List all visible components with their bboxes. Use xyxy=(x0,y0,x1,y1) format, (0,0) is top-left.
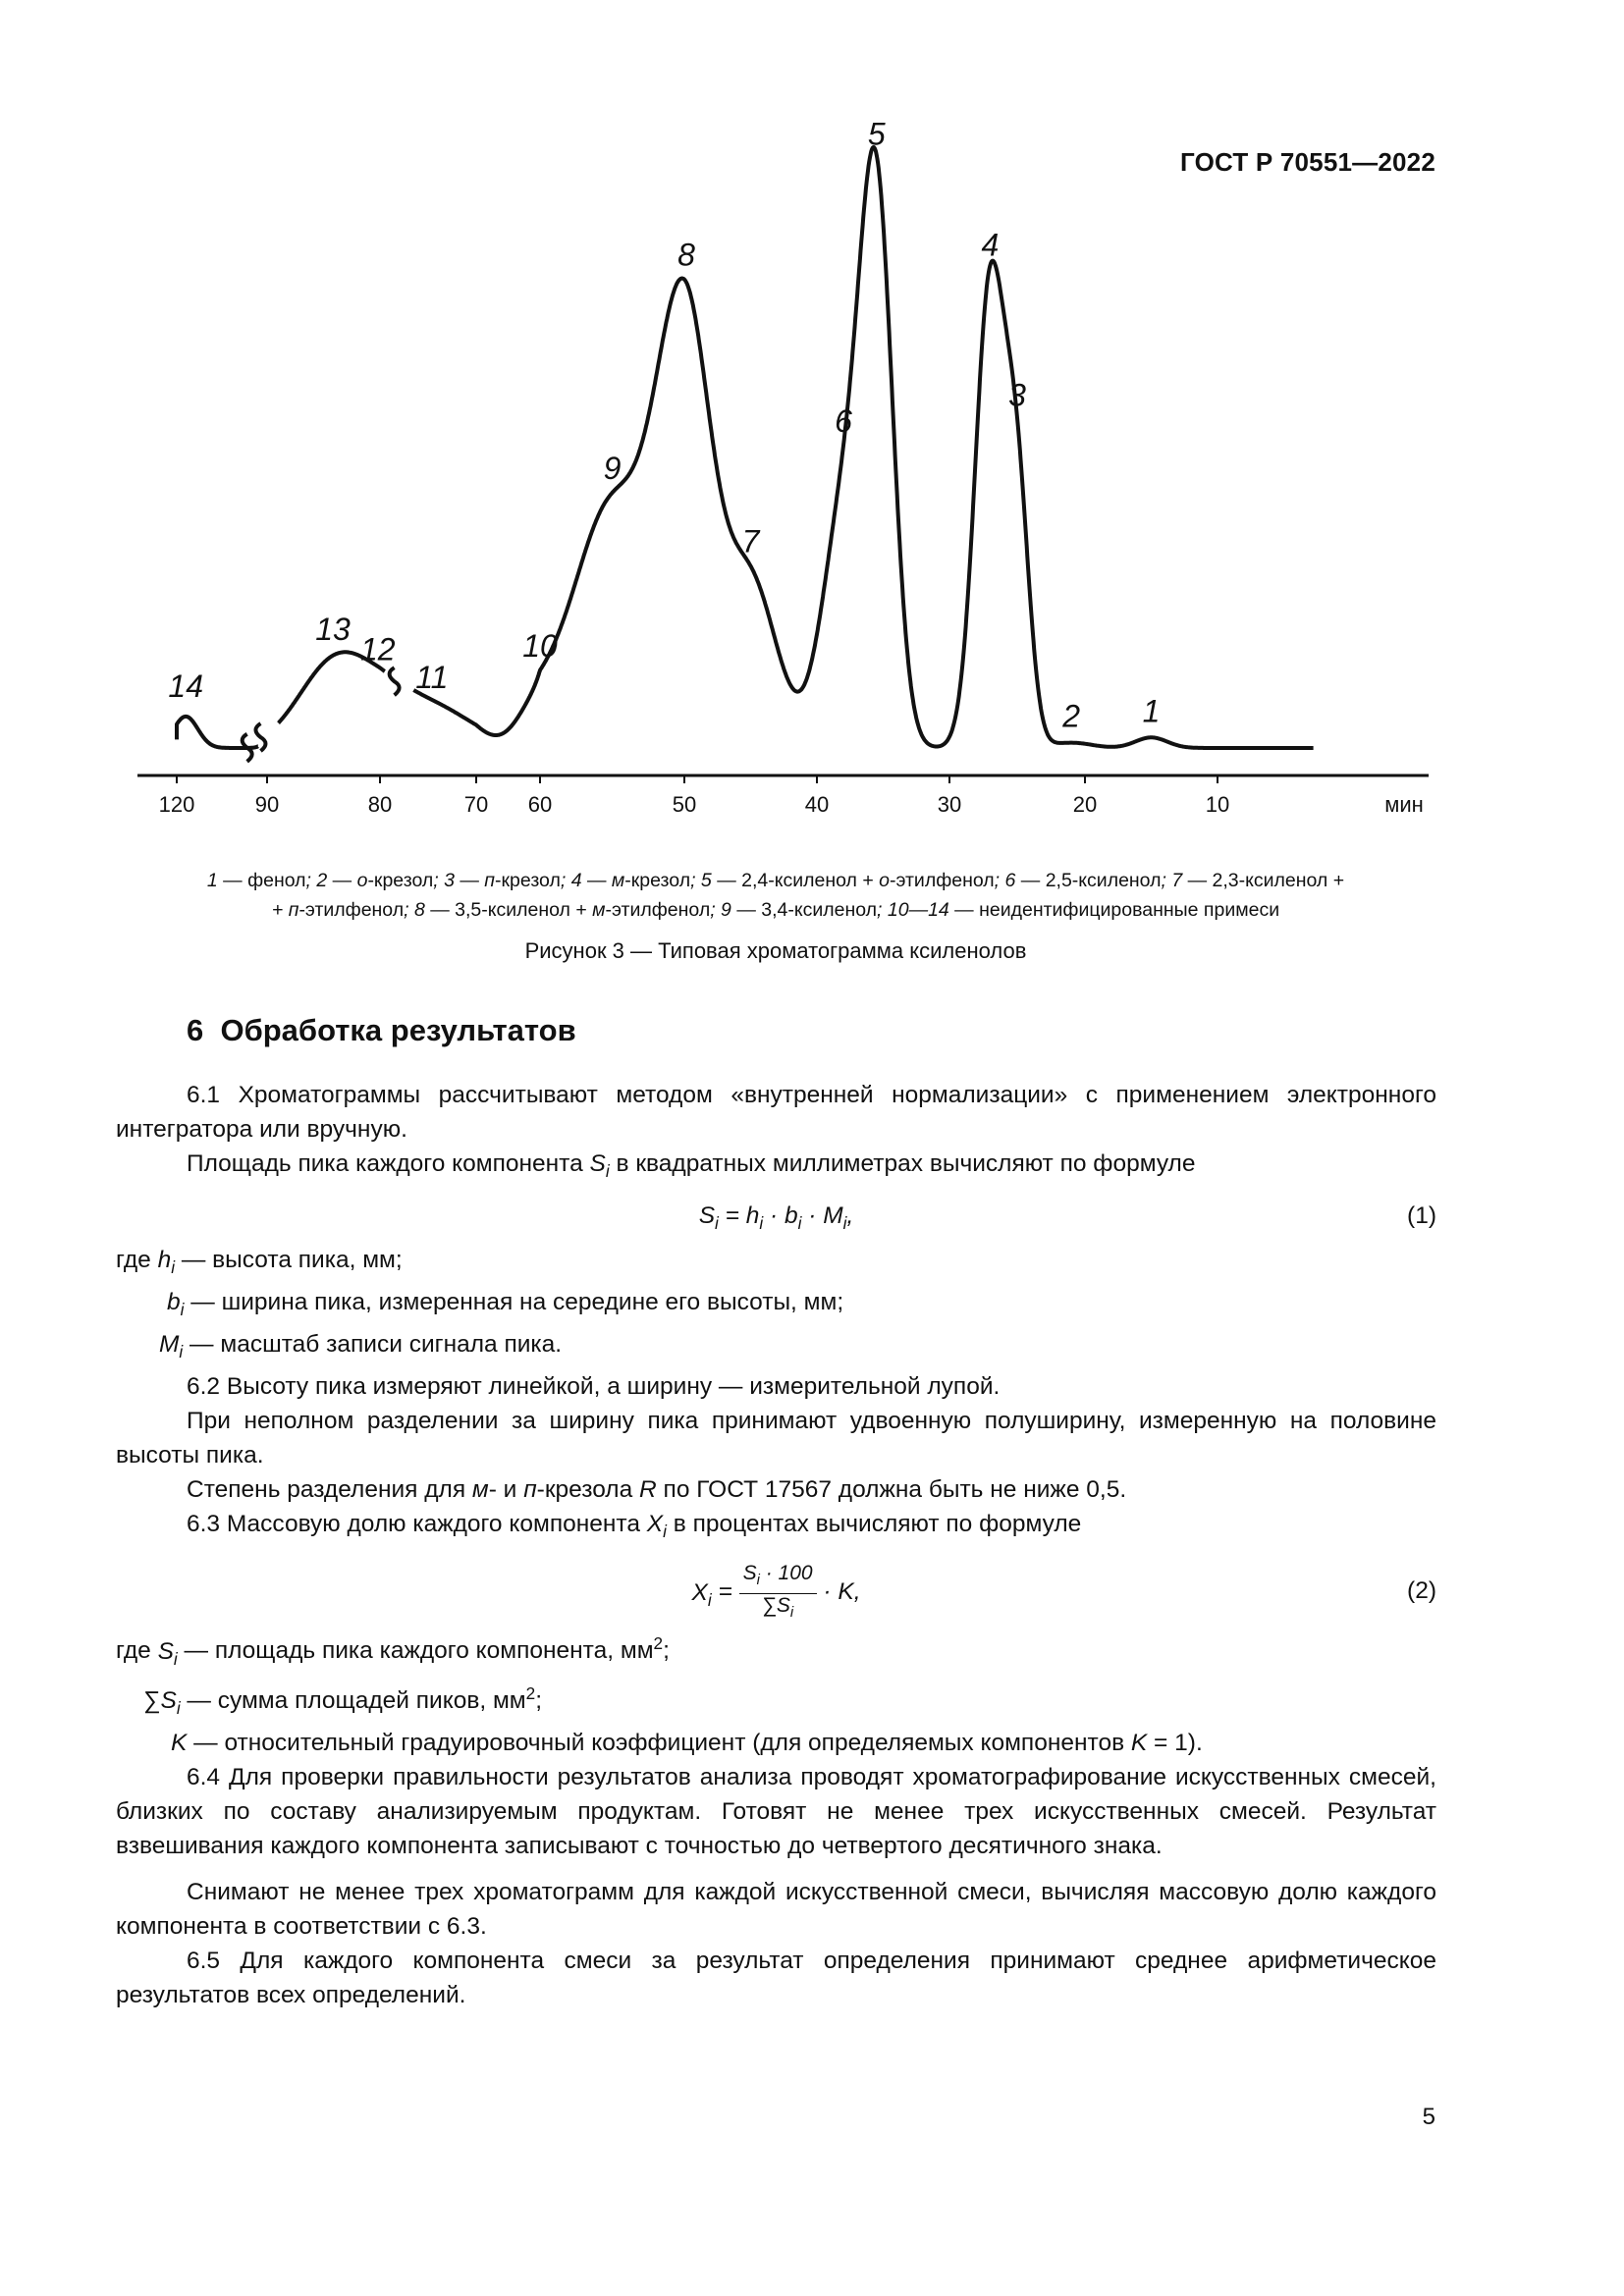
peak-label-8: 8 xyxy=(677,237,695,273)
paragraph-three-chromatograms: Снимают не менее трех хроматограмм для каждой искусственной смеси, вычисляя массовую долю каждого компонента в соответствии с 6.3. xyxy=(116,1878,1436,1940)
formula-2 xyxy=(116,1548,1436,1627)
peak-label-2: 2 xyxy=(1062,698,1081,734)
where-s: где $S_i$ — площадь пика каждого компонента, $мм^2$; xyxy=(116,1633,670,1669)
legend-entry: 8 — 3,5-ксиленол + м-этилфенол xyxy=(413,899,711,921)
x-tick-label: 120 xyxy=(158,792,195,817)
legend-entry: 3 — п-крезол xyxy=(444,870,561,891)
section-heading xyxy=(187,1013,576,1048)
legend-line-1: 1 — фенол; 2 — о-крезол; 3 — п-крезол; 4 — м-крезол; 5 — 2,4-ксиленол + о-этилфенол; 6 — 2,5-ксиленол; 7 — 2,3-ксиленол + xyxy=(206,870,1345,891)
where-h: где $h_i$ — высота пика, мм; xyxy=(116,1246,403,1277)
legend-entry: 7 — 2,3-ксиленол + xyxy=(1171,870,1345,891)
where-b: $b_i$ — ширина пика, измеренная на середине его высоты, мм; xyxy=(167,1288,844,1319)
chromatogram-trace-segment-1 xyxy=(177,717,258,748)
formula-2-expression: $X_i$ = $\frac{S_i \cdot 100}{\sum S_i}$ · K, xyxy=(116,1562,1436,1624)
figure-caption: Рисунок 3 — Типовая хроматограмма ксиленолов xyxy=(524,938,1027,963)
paragraph-partial-separation: При неполном разделении за ширину пика принимают удвоенную полуширину, измеренную на половине высоты пика. xyxy=(116,1407,1436,1468)
legend-entry: 9 — 3,4-ксиленол xyxy=(721,899,878,921)
peak-label-1: 1 xyxy=(1142,693,1161,729)
formula-2-number: (2) xyxy=(1407,1577,1436,1605)
paragraph-resolution: Степень разделения для м- и п-крезола R по ГОСТ 17567 должна быть не ниже 0,5. xyxy=(187,1475,1127,1503)
peak-label-11: 11 xyxy=(415,659,449,695)
legend-entry: 2 — о-крезол xyxy=(316,870,434,891)
x-tick-label: 50 xyxy=(672,792,697,817)
x-tick-label: 60 xyxy=(527,792,553,817)
peak-label-3: 3 xyxy=(1008,377,1026,413)
document-header: ГОСТ Р 70551—2022 xyxy=(1180,147,1435,177)
peak-label-6: 6 xyxy=(835,402,852,439)
legend-entry: 10—14 — неидентифицированные примеси xyxy=(887,899,1280,921)
paragraph-6-1: 6.1 Хроматограммы рассчитывают методом «внутренней нормализации» с применением электронного интегратора или вручную. xyxy=(116,1082,1436,1143)
body-text xyxy=(116,1078,1436,2012)
legend-entry: 5 — 2,4-ксиленол + о-этилфенол xyxy=(700,870,995,891)
legend-entry: + п-этилфенол xyxy=(271,899,405,921)
axis-break-mark-3 xyxy=(390,667,400,695)
peak-label-12: 12 xyxy=(360,631,396,667)
peak-label-5: 5 xyxy=(867,116,886,152)
peak-labels xyxy=(168,117,1160,734)
paragraph-6-5: 6.5 Для каждого компонента смеси за результат определения принимают среднее арифметическое результатов всех определений. xyxy=(116,1947,1436,2008)
peak-label-10: 10 xyxy=(522,627,558,664)
peak-label-13: 13 xyxy=(315,611,351,647)
where-sum-s: $\sum S_i$ — сумма площадей пиков, $мм^2$; xyxy=(143,1682,542,1718)
x-tick-label: 90 xyxy=(254,792,280,817)
peak-label-7: 7 xyxy=(741,523,760,560)
legend-line-2: + п-этилфенол; 8 — 3,5-ксиленол + м-этилфенол; 9 — 3,4-ксиленол; 10—14 — неидентифицированные примеси xyxy=(271,899,1280,921)
x-axis-unit-label: мин xyxy=(1384,792,1424,817)
x-tick-label: 40 xyxy=(804,792,830,817)
paragraph-area-intro: Площадь пика каждого компонента $S_i$ в квадратных миллиметрах вычисляют по формуле xyxy=(187,1150,1196,1181)
formula-1-number: (1) xyxy=(1407,1201,1436,1229)
peak-label-4: 4 xyxy=(981,227,1000,263)
formula-1 xyxy=(116,1189,1436,1243)
where-m: $M_i$ — масштаб записи сигнала пика. xyxy=(159,1330,563,1362)
section-number: 6 xyxy=(187,1013,204,1047)
x-tick-label: 80 xyxy=(367,792,393,817)
legend-entry: 4 — м-крезол xyxy=(570,870,691,891)
x-axis xyxy=(137,775,1429,817)
x-tick-label: 70 xyxy=(463,792,489,817)
chromatogram-trace-group xyxy=(177,147,1314,762)
paragraph-6-3: 6.3 Массовую долю каждого компонента $X_i$ в процентах вычисляют по формуле xyxy=(187,1510,1082,1541)
formula-1-expression: $S_i = h_i \cdot b_i \cdot M_i$, xyxy=(698,1201,854,1233)
peak-label-14: 14 xyxy=(168,667,203,704)
peak-label-9: 9 xyxy=(603,451,622,487)
x-tick-label: 20 xyxy=(1072,792,1098,817)
legend-entry: 1 — фенол xyxy=(206,870,306,891)
figure-legend xyxy=(118,866,1434,925)
page-number: 5 xyxy=(1422,2104,1435,2130)
x-tick-label: 10 xyxy=(1205,792,1230,817)
paragraph-6-4: 6.4 Для проверки правильности результатов анализа проводят хроматографирование искусственных смесей, близких по составу анализируемым продуктам. Готовят не менее трех искусственных смесей. Результат взвешивания каждого компонента записывают с точностью до четвертого десятичного знака. xyxy=(116,1763,1436,1859)
section-title-text: Обработка результатов xyxy=(220,1013,576,1047)
where-k: K — относительный градуировочный коэффициент (для определяемых компонентов K = 1). xyxy=(171,1729,1203,1756)
paragraph-6-2: 6.2 Высоту пика измеряют линейкой, а ширину — измерительной лупой. xyxy=(187,1372,1001,1400)
x-tick-label: 30 xyxy=(937,792,962,817)
legend-entry: 6 — 2,5-ксиленол xyxy=(1004,870,1162,891)
formula-2-fraction: $\frac{S_i \cdot 100}{\sum S_i}$ xyxy=(739,1562,817,1624)
